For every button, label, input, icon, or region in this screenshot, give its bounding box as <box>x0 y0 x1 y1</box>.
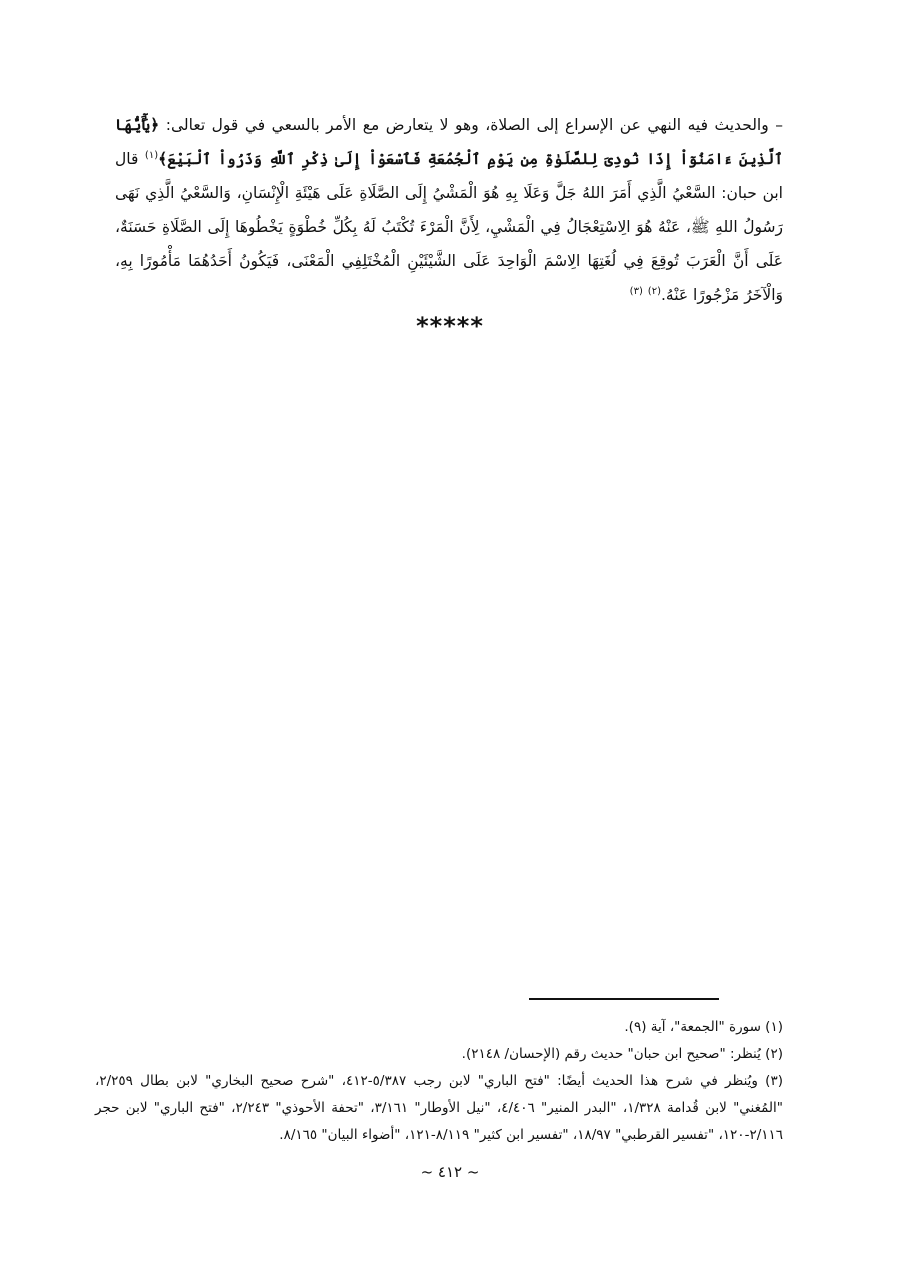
footnote-ref-1: (١) <box>144 149 159 161</box>
footnote-2: (٢) يُنظر: "صحيح ابن حبان" حديث رقم (الإحسان/ ٢١٤٨). <box>461 1046 783 1062</box>
intro-text: – والحديث فيه النهي عن الإسراع إلى الصلاة، وهو لا يتعارض مع الأمر بالسعي في قول تعالى: <box>165 116 783 134</box>
footnotes <box>95 1014 783 1149</box>
footnote-ref-3: (٣) <box>629 285 643 297</box>
verse-open-bracket: ﴿ <box>150 116 160 134</box>
quran-verse: يَٰٓأَيُّهَا ٱلَّذِينَ ءَامَنُوٓاْ إِذَا نُودِىَ لِلصَّلَوٰةِ مِن يَوْمِ ٱلْجُمُعَةِ فَٱسْعَوْاْ إِلَىٰ ذِكْرِ ٱللَّهِ وَذَرُواْ ٱلْبَيْعَ <box>115 116 783 168</box>
page-number: ~ ٤١٢ ~ <box>420 1163 480 1181</box>
footnote-3: (٣) ويُنظر في شرح هذا الحديث أيضًا: "فتح الباري" لابن رجب ٥/٣٨٧-٤١٢، "شرح صحيح البخاري" لابن بطال ٢/٢٥٩، "المُغني" لابن قُدامة ١/٣٢٨، "البدر المنير" ٤/٤٠٦، "نيل الأوطار" ٣/١٦١، "تحفة الأحوذي" ٢/٢٤٣، "فتح الباري" لابن حجر ٢/١١٦-١٢٠، "تفسير القرطبي" ١٨/٩٧، "تفسير ابن كثير" ٨/١١٩-١٢١، "أضواء البيان" ٨/١٦٥. <box>95 1073 784 1143</box>
section-separator: ***** <box>416 312 484 340</box>
verse-close-bracket: ﴾ <box>158 150 168 168</box>
ibn-hibban-quote: السَّعْيُ الَّذِي أَمَرَ اللهُ جَلَّ وَعَلَا بِهِ هُوَ الْمَشْيُ إِلَى الصَّلَاةِ عَلَى هَيْئَةِ الْإِنْسَانِ، وَالسَّعْيُ الَّذِي نَهَى رَسُولُ اللهِ ﷺ، عَنْهُ هُوَ الِاسْتِعْجَالُ فِي الْمَشْيِ، لِأَنَّ الْمَرْءَ تُكْتَبُ لَهُ بِكُلِّ خُطْوَةٍ يَخْطُوهَا إِلَى الصَّلَاةِ حَسَنَةٌ، عَلَى أَنَّ الْعَرَبَ تُوقِعَ فِي لُغَتِهَا الِاسْمَ الْوَاحِدَ عَلَى الشَّيْئَيْنِ الْمُخْتَلِفِي الْمَعْنَى، فَيَكُونُ أَحَدُهُمَا مَأْمُورًا بِهِ، وَالْآخَرُ مَزْجُورًا عَنْهُ. <box>115 184 783 304</box>
footnote-rule <box>529 998 719 1000</box>
footnote-1: (١) سورة "الجمعة"، آية (٩). <box>624 1019 783 1035</box>
footnote-ref-2: (٢) <box>647 285 661 297</box>
quote-intro: قال ابن حبان: <box>115 150 783 202</box>
main-paragraph <box>115 108 783 312</box>
